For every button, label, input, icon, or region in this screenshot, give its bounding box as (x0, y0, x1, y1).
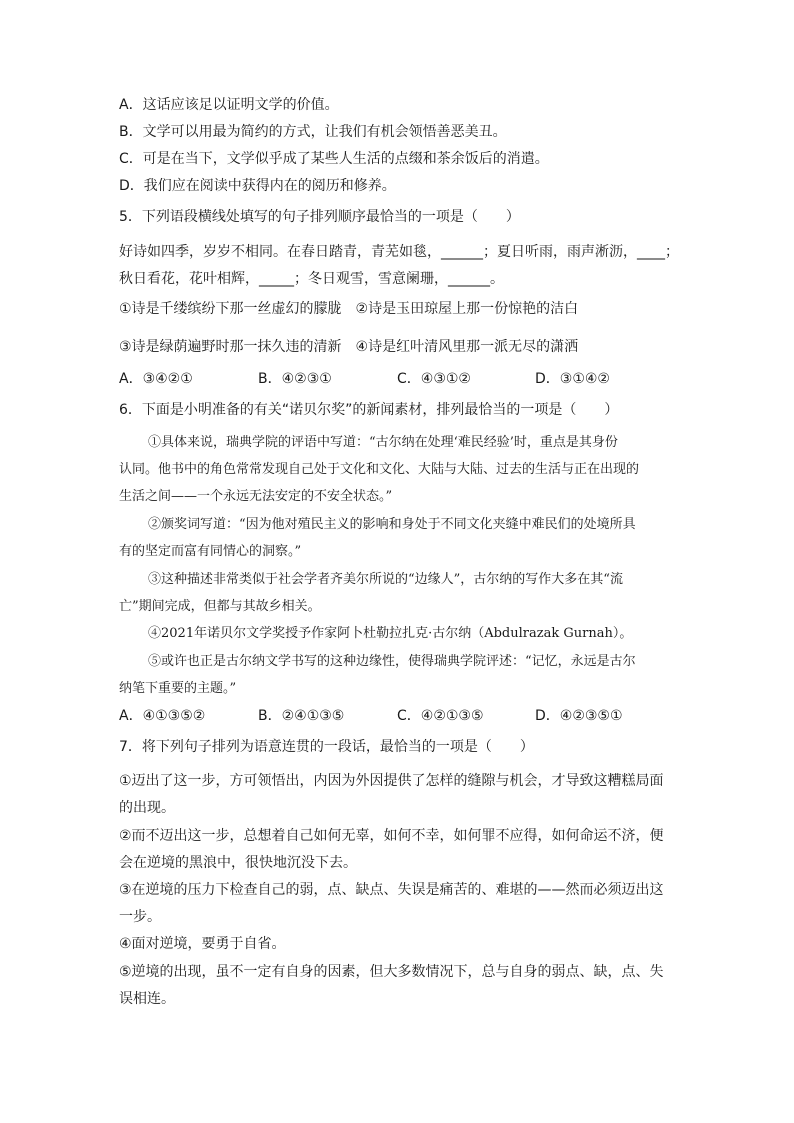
q7-line: ⑤逆境的出现，虽不一定有自身的因素，但大多数情况下，总与自身的弱点、缺，点、失 (119, 964, 664, 980)
q7-line: 一步。 (119, 909, 161, 925)
q5-sentence-line: ①诗是千缕缤纷下那一丝虚幻的朦胧 ②诗是玉田琼屋上那一份惊艳的洁白 (119, 301, 579, 317)
q7-line: 的出现。 (119, 800, 175, 816)
q6-choice-a: A．④①③⑤② (119, 708, 206, 724)
q7-line: 会在逆境的黑浪中，很快地沉没下去。 (119, 855, 357, 871)
q6-stem: 6．下面是小明准备的有关“诺贝尔奖”的新闻素材，排列最恰当的一项是（ ） (119, 402, 619, 418)
q6-material-line: ⑤或许也正是古尔纳文学书写的这种边缘性，使得瑞典学院评述：“记忆，永远是古尔 (148, 654, 636, 669)
q6-material-line: 认同。他书中的角色常常发现自己处于文化和文化、大陆与大陆、过去的生活与正在出现的 (119, 462, 640, 477)
q6-choice-d: D．④②③⑤① (535, 708, 623, 724)
q5-choice-a: A．③④②① (119, 371, 193, 387)
q4-option-c: C．可是在当下，文学似乎成了某些人生活的点缀和茶余饭后的消遣。 (119, 151, 549, 167)
q6-material-line: 纳笔下重要的主题。” (119, 681, 237, 696)
q4-option-b: B．文学可以用最为简约的方式，让我们有机会领悟善恶美丑。 (119, 124, 507, 140)
q6-choice-b: B．②④①③⑤ (258, 708, 345, 724)
q5-passage-line: 好诗如四季，岁岁不相同。在春日踏青，青芜如毯，______；夏日听雨，雨声淅沥，____； (119, 244, 679, 260)
q7-line: ③在逆境的压力下检查自己的弱，点、缺点、失误是痛苦的、难堪的——然而必须迈出这 (119, 882, 664, 898)
q5-sentence-line: ③诗是绿荫遍野时那一抹久违的清新 ④诗是红叶清风里那一派无尽的潇洒 (119, 339, 579, 355)
q6-material-line: ③这种描述非常类似于社会学者齐美尔所说的“边缘人”，古尔纳的写作大多在其“流 (148, 572, 623, 587)
q7-line: ④面对逆境，要勇于自省。 (119, 936, 286, 952)
q7-line: 误相连。 (119, 991, 175, 1007)
q6-material-line: ②颁奖词写道：“因为他对殖民主义的影响和身处于不同文化夹缝中难民们的处境所具 (148, 517, 636, 532)
q5-passage-line: 秋日看花，花叶相辉，_____；冬日观雪，雪意阑珊，______。 (119, 271, 504, 287)
q5-choice-b: B．④②③① (258, 371, 332, 387)
q4-option-d: D．我们应在阅读中获得内在的阅历和修养。 (119, 178, 396, 194)
q6-material-line: ①具体来说，瑞典学院的评语中写道：“古尔纳在处理‘难民经验’时，重点是其身份 (148, 435, 618, 450)
q6-material-line: 有的坚定而富有同情心的洞察。” (119, 544, 302, 559)
q7-line: ①迈出了这一步，方可领悟出，内因为外因提供了怎样的缝隙与机会，才导致这糟糕局面 (119, 773, 664, 789)
q6-material-line: 生活之间——一个永远无法安定的不安全状态。” (119, 489, 393, 504)
q6-material-line: ④2021年诺贝尔文学奖授予作家阿卜杜勒拉扎克·古尔纳（Abdulrazak Gurnah）。 (148, 626, 633, 641)
q6-choice-c: C．④②①③⑤ (397, 708, 484, 724)
q6-material-line: 亡”期间完成，但都与其故乡相关。 (119, 599, 321, 614)
q5-stem: 5．下列语段横线处填写的句子排列顺序最恰当的一项是（ ） (119, 209, 520, 225)
q7-line: ②而不迈出这一步，总想着自己如何无辜，如何不幸，如何罪不应得，如何命运不济，便 (119, 828, 664, 844)
q4-option-a: A．这话应该足以证明文学的价值。 (119, 97, 339, 113)
q7-stem: 7．将下列句子排列为语意连贯的一段话，最恰当的一项是（ ） (119, 739, 534, 755)
q5-choice-d: D．③①④② (535, 371, 610, 387)
q5-choice-c: C．④③①② (397, 371, 471, 387)
